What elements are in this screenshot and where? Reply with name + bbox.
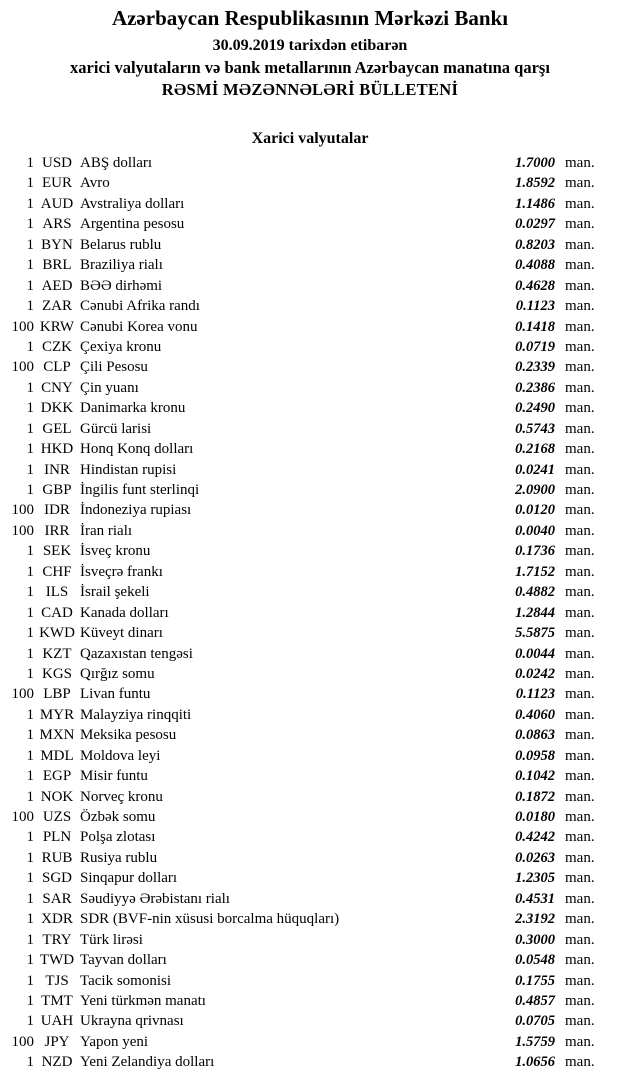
currency-name-cell: İran rialı <box>80 522 133 539</box>
quantity-cell: 1 <box>26 665 34 682</box>
currency-code-cell: TJS <box>45 972 69 989</box>
unit-cell: man. <box>565 1033 595 1050</box>
rate-value-cell: 1.5759 <box>515 1033 555 1050</box>
quantity-cell: 1 <box>26 298 34 315</box>
rate-row <box>0 357 620 377</box>
quantity-cell: 1 <box>26 952 34 969</box>
currency-code-cell: KRW <box>39 318 75 335</box>
currency-code-cell: TWD <box>39 952 75 969</box>
rate-row <box>0 194 620 214</box>
currency-code-cell: JPY <box>44 1033 70 1050</box>
rate-value-cell: 0.0044 <box>515 645 555 662</box>
unit-cell: man. <box>565 216 595 233</box>
rate-value-cell: 0.2168 <box>515 441 555 458</box>
rate-value-cell: 0.4531 <box>515 890 555 907</box>
currency-code-cell: USD <box>41 155 72 171</box>
currency-code-cell: HKD <box>40 441 74 458</box>
unit-cell: man. <box>565 829 595 846</box>
rate-row <box>0 725 620 745</box>
unit-cell: man. <box>565 277 595 294</box>
rate-row <box>0 705 620 725</box>
currency-name-cell: Livan funtu <box>80 686 151 703</box>
rate-row <box>0 623 620 643</box>
unit-cell: man. <box>565 195 595 212</box>
currency-name-cell: Cənubi Afrika randı <box>80 298 200 315</box>
currency-name-cell: ABŞ dolları <box>80 155 153 171</box>
currency-name-cell: Çexiya kronu <box>80 338 162 355</box>
rate-value-cell: 2.3192 <box>515 911 555 928</box>
rate-row <box>0 787 620 807</box>
rate-row <box>0 950 620 970</box>
currency-name-cell: SDR (BVF-nin xüsusi borcalma hüquqları) <box>80 911 340 928</box>
rate-row <box>0 419 620 439</box>
rate-row <box>0 521 620 541</box>
rate-value-cell: 0.1123 <box>515 686 555 703</box>
unit-cell: man. <box>565 318 595 335</box>
currency-name-cell: Malayziya rinqqiti <box>80 706 192 723</box>
rate-value-cell: 1.7000 <box>515 155 555 171</box>
rate-row <box>0 317 620 337</box>
currency-code-cell: SGD <box>41 870 72 887</box>
rate-value-cell: 0.4060 <box>515 706 555 723</box>
unit-cell: man. <box>565 972 595 989</box>
rate-row <box>0 480 620 500</box>
rate-row <box>0 378 620 398</box>
rate-row <box>0 746 620 766</box>
quantity-cell: 1 <box>26 482 34 498</box>
unit-cell: man. <box>565 563 595 580</box>
currency-name-cell: Honq Konq dolları <box>80 441 194 458</box>
currency-code-cell: DKK <box>40 400 74 417</box>
unit-cell: man. <box>565 727 595 744</box>
currency-code-cell: EGP <box>42 768 72 785</box>
currency-code-cell: KWD <box>39 625 75 642</box>
unit-cell: man. <box>565 175 595 192</box>
quantity-cell: 1 <box>26 706 34 723</box>
rate-row <box>0 603 620 623</box>
unit-cell: man. <box>565 952 595 969</box>
currency-code-cell: NZD <box>41 1054 73 1071</box>
rate-value-cell: 0.0180 <box>515 809 555 825</box>
currency-name-cell: Çin yuanı <box>80 379 139 396</box>
unit-cell: man. <box>565 1013 595 1030</box>
quantity-cell: 100 <box>11 359 34 376</box>
rate-value-cell: 0.0040 <box>515 522 555 539</box>
currency-name-cell: Braziliya rialı <box>80 257 163 274</box>
unit-cell: man. <box>565 359 595 376</box>
unit-cell: man. <box>565 338 595 355</box>
rate-value-cell: 1.7152 <box>515 563 555 580</box>
quantity-cell: 1 <box>26 625 34 642</box>
rate-value-cell: 0.0297 <box>515 216 555 233</box>
rate-row <box>0 296 620 316</box>
rate-value-cell: 0.1123 <box>515 298 555 315</box>
quantity-cell: 1 <box>26 849 34 866</box>
unit-cell: man. <box>565 747 595 764</box>
currency-name-cell: Tacik somonisi <box>80 972 172 989</box>
unit-cell: man. <box>565 400 595 417</box>
currency-code-cell: INR <box>44 461 70 478</box>
currency-name-cell: Çili Pesosu <box>80 359 148 376</box>
currency-name-cell: İngilis funt sterlinqi <box>80 482 200 498</box>
currency-name-cell: Misir funtu <box>80 768 148 785</box>
rate-value-cell: 1.1486 <box>515 195 555 212</box>
quantity-cell: 100 <box>11 1033 34 1050</box>
currency-code-cell: UAH <box>40 1013 74 1030</box>
quantity-cell: 1 <box>26 400 34 417</box>
unit-cell: man. <box>565 522 595 539</box>
unit-cell: man. <box>565 890 595 907</box>
currency-name-cell: Sinqapur dolları <box>80 870 178 887</box>
quantity-cell: 1 <box>26 604 34 621</box>
rate-value-cell: 0.1736 <box>515 543 555 560</box>
currency-name-cell: Hindistan rupisi <box>80 461 177 478</box>
quantity-cell: 1 <box>26 277 34 294</box>
rate-row <box>0 644 620 664</box>
currency-name-cell: Belarus rublu <box>80 236 162 253</box>
rate-value-cell: 5.5875 <box>515 625 555 642</box>
quantity-cell: 1 <box>26 829 34 846</box>
rate-row <box>0 153 620 173</box>
currency-name-cell: Yeni türkmən manatı <box>80 992 206 1009</box>
currency-name-cell: Gürcü larisi <box>80 420 152 437</box>
rates-table <box>0 153 620 1073</box>
currency-code-cell: MDL <box>40 747 74 764</box>
currency-name-cell: Moldova leyi <box>80 747 161 764</box>
unit-cell: man. <box>565 931 595 948</box>
currency-name-cell: Rusiya rublu <box>80 849 158 866</box>
unit-cell: man. <box>565 665 595 682</box>
scope-line: xarici valyutaların və bank metallarının Azərbaycan manatına qarşı <box>70 58 550 77</box>
quantity-cell: 1 <box>26 236 34 253</box>
rate-value-cell: 0.0705 <box>515 1013 555 1030</box>
currency-name-cell: İndoneziya rupiası <box>80 502 192 519</box>
rate-row <box>0 664 620 684</box>
unit-cell: man. <box>565 686 595 703</box>
currency-name-cell: Yapon yeni <box>80 1033 149 1050</box>
rate-row <box>0 337 620 357</box>
rate-row <box>0 930 620 950</box>
currency-name-cell: Ukrayna qrivnası <box>80 1013 184 1030</box>
rate-row <box>0 541 620 561</box>
currency-name-cell: İsveçrə frankı <box>80 563 163 580</box>
rate-row <box>0 991 620 1011</box>
quantity-cell: 1 <box>26 1013 34 1030</box>
currency-name-cell: BƏƏ dirhəmi <box>80 277 163 294</box>
currency-name-cell: Qazaxıstan tengəsi <box>80 645 193 662</box>
currency-code-cell: SEK <box>42 543 72 560</box>
rate-value-cell: 1.0656 <box>515 1054 555 1071</box>
currency-code-cell: KGS <box>41 665 72 682</box>
quantity-cell: 1 <box>26 563 34 580</box>
currency-code-cell: EUR <box>42 175 72 192</box>
currency-code-cell: IDR <box>44 502 70 519</box>
quantity-cell: 1 <box>26 338 34 355</box>
unit-cell: man. <box>565 1054 595 1071</box>
quantity-cell: 1 <box>26 257 34 274</box>
currency-name-cell: Avro <box>80 175 110 192</box>
unit-cell: man. <box>565 441 595 458</box>
quantity-cell: 1 <box>26 931 34 948</box>
unit-cell: man. <box>565 379 595 396</box>
unit-cell: man. <box>565 809 595 825</box>
quantity-cell: 1 <box>26 543 34 560</box>
quantity-cell: 1 <box>26 645 34 662</box>
unit-cell: man. <box>565 155 595 171</box>
rate-value-cell: 1.2305 <box>515 870 555 887</box>
rate-row <box>0 276 620 296</box>
unit-cell: man. <box>565 543 595 560</box>
rate-value-cell: 0.0863 <box>515 727 555 744</box>
quantity-cell: 1 <box>26 972 34 989</box>
rate-value-cell: 0.0719 <box>515 338 555 355</box>
quantity-cell: 1 <box>26 155 34 171</box>
quantity-cell: 1 <box>26 890 34 907</box>
currency-code-cell: IRR <box>44 522 70 539</box>
currency-code-cell: GBP <box>42 482 72 498</box>
unit-cell: man. <box>565 420 595 437</box>
rate-row <box>0 1011 620 1031</box>
currency-code-cell: CHF <box>42 563 72 580</box>
rate-row <box>0 848 620 868</box>
currency-code-cell: CAD <box>41 604 73 621</box>
quantity-cell: 1 <box>26 461 34 478</box>
currency-name-cell: İsveç kronu <box>80 543 151 560</box>
currency-name-cell: Küveyt dinarı <box>80 625 163 642</box>
currency-name-cell: Yeni Zelandiya dolları <box>80 1054 215 1071</box>
currency-code-cell: GEL <box>42 420 72 437</box>
currency-code-cell: TRY <box>42 931 72 948</box>
currency-code-cell: LBP <box>43 686 71 703</box>
currency-name-cell: Polşa zlotası <box>80 829 156 846</box>
currency-code-cell: XDR <box>41 911 73 928</box>
rate-value-cell: 0.4857 <box>515 992 555 1009</box>
rate-value-cell: 0.4882 <box>515 584 555 601</box>
currency-code-cell: MYR <box>39 706 75 723</box>
rate-row <box>0 909 620 929</box>
rate-row <box>0 1052 620 1072</box>
quantity-cell: 1 <box>26 992 34 1009</box>
rate-row <box>0 460 620 480</box>
rate-value-cell: 0.3000 <box>515 931 555 948</box>
unit-cell: man. <box>565 584 595 601</box>
quantity-cell: 100 <box>11 318 34 335</box>
unit-cell: man. <box>565 482 595 498</box>
unit-cell: man. <box>565 502 595 519</box>
effective-date-line: 30.09.2019 tarixdən etibarən <box>212 37 408 54</box>
rate-value-cell: 0.1755 <box>515 972 555 989</box>
rate-value-cell: 0.0241 <box>515 461 555 478</box>
unit-cell: man. <box>565 604 595 621</box>
rate-row <box>0 827 620 847</box>
rate-value-cell: 0.2490 <box>515 400 555 417</box>
quantity-cell: 1 <box>26 584 34 601</box>
currency-code-cell: KZT <box>42 645 72 662</box>
rate-value-cell: 0.1872 <box>515 788 555 805</box>
rate-row <box>0 971 620 991</box>
currency-name-cell: Kanada dolları <box>80 604 169 621</box>
rate-row <box>0 582 620 602</box>
rate-value-cell: 0.0958 <box>515 747 555 764</box>
rate-row <box>0 766 620 786</box>
currency-code-cell: BYN <box>41 236 73 253</box>
rate-value-cell: 0.1418 <box>515 318 555 335</box>
currency-code-cell: AUD <box>40 195 74 212</box>
rate-value-cell: 0.4088 <box>515 257 555 274</box>
rate-row <box>0 255 620 275</box>
unit-cell: man. <box>565 849 595 866</box>
rate-value-cell: 0.2339 <box>515 359 555 376</box>
quantity-cell: 100 <box>11 809 34 825</box>
quantity-cell: 1 <box>26 727 34 744</box>
rate-row <box>0 173 620 193</box>
quantity-cell: 1 <box>26 195 34 212</box>
currency-code-cell: ZAR <box>42 298 72 315</box>
rate-value-cell: 0.4628 <box>515 277 555 294</box>
currency-name-cell: Cənubi Korea vonu <box>80 318 198 335</box>
rate-value-cell: 0.1042 <box>515 768 555 785</box>
rate-row <box>0 868 620 888</box>
currency-code-cell: SAR <box>42 890 72 907</box>
currency-code-cell: BRL <box>42 257 72 274</box>
rate-row <box>0 439 620 459</box>
unit-cell: man. <box>565 461 595 478</box>
quantity-cell: 1 <box>26 420 34 437</box>
rate-value-cell: 0.8203 <box>515 236 555 253</box>
currency-name-cell: Argentina pesosu <box>80 216 185 233</box>
currency-code-cell: UZS <box>42 809 72 825</box>
quantity-cell: 1 <box>26 788 34 805</box>
quantity-cell: 1 <box>26 175 34 192</box>
quantity-cell: 100 <box>11 522 34 539</box>
currency-name-cell: Meksika pesosu <box>80 727 177 744</box>
rate-row <box>0 500 620 520</box>
rate-row <box>0 235 620 255</box>
rate-value-cell: 2.0900 <box>515 482 555 498</box>
unit-cell: man. <box>565 298 595 315</box>
rate-row <box>0 1032 620 1052</box>
unit-cell: man. <box>565 992 595 1009</box>
unit-cell: man. <box>565 768 595 785</box>
unit-cell: man. <box>565 257 595 274</box>
quantity-cell: 1 <box>26 441 34 458</box>
quantity-cell: 1 <box>26 870 34 887</box>
rate-row <box>0 889 620 909</box>
rate-row <box>0 684 620 704</box>
quantity-cell: 1 <box>26 747 34 764</box>
rate-value-cell: 0.4242 <box>515 829 555 846</box>
rate-value-cell: 0.0548 <box>515 952 555 969</box>
quantity-cell: 1 <box>26 768 34 785</box>
bulletin-title: RƏSMİ MƏZƏNNƏLƏRİ BÜLLETENİ <box>161 80 459 99</box>
currency-code-cell: CNY <box>41 379 73 396</box>
currency-name-cell: Danimarka kronu <box>80 400 186 417</box>
currency-code-cell: ILS <box>45 584 69 601</box>
rate-value-cell: 0.5743 <box>515 420 555 437</box>
quantity-cell: 1 <box>26 1054 34 1071</box>
bank-name-title: Azərbaycan Respublikasının Mərkəzi Bankı <box>111 6 509 30</box>
section-title-foreign-currencies: Xarici valyutalar <box>251 130 369 147</box>
rate-value-cell: 0.0120 <box>515 502 555 519</box>
unit-cell: man. <box>565 788 595 805</box>
rate-row <box>0 214 620 234</box>
quantity-cell: 1 <box>26 911 34 928</box>
rate-row <box>0 807 620 827</box>
currency-name-cell: Qırğız somu <box>80 665 155 682</box>
quantity-cell: 1 <box>26 216 34 233</box>
currency-name-cell: Özbək somu <box>80 809 156 825</box>
currency-code-cell: CLP <box>43 359 71 376</box>
currency-code-cell: AED <box>41 277 73 294</box>
rate-value-cell: 1.8592 <box>515 175 555 192</box>
currency-name-cell: İsrail şekeli <box>80 584 150 601</box>
rate-row <box>0 398 620 418</box>
unit-cell: man. <box>565 625 595 642</box>
unit-cell: man. <box>565 645 595 662</box>
rate-value-cell: 0.0263 <box>515 849 555 866</box>
rate-value-cell: 0.2386 <box>515 379 555 396</box>
currency-name-cell: Türk lirəsi <box>80 931 143 948</box>
currency-code-cell: TMT <box>41 992 73 1009</box>
unit-cell: man. <box>565 870 595 887</box>
currency-name-cell: Tayvan dolları <box>80 952 167 969</box>
currency-code-cell: MXN <box>39 727 75 744</box>
currency-name-cell: Səudiyyə Ərəbistanı rialı <box>80 890 230 907</box>
currency-code-cell: RUB <box>41 849 73 866</box>
unit-cell: man. <box>565 236 595 253</box>
currency-name-cell: Norveç kronu <box>80 788 163 805</box>
currency-code-cell: CZK <box>42 338 72 355</box>
rate-row <box>0 562 620 582</box>
rate-value-cell: 1.2844 <box>515 604 555 621</box>
rate-value-cell: 0.0242 <box>515 665 555 682</box>
currency-code-cell: NOK <box>40 788 74 805</box>
quantity-cell: 100 <box>11 686 34 703</box>
currency-name-cell: Avstraliya dolları <box>80 195 185 212</box>
quantity-cell: 1 <box>26 379 34 396</box>
currency-code-cell: ARS <box>42 216 72 233</box>
currency-code-cell: PLN <box>42 829 72 846</box>
unit-cell: man. <box>565 911 595 928</box>
quantity-cell: 100 <box>11 502 34 519</box>
unit-cell: man. <box>565 706 595 723</box>
